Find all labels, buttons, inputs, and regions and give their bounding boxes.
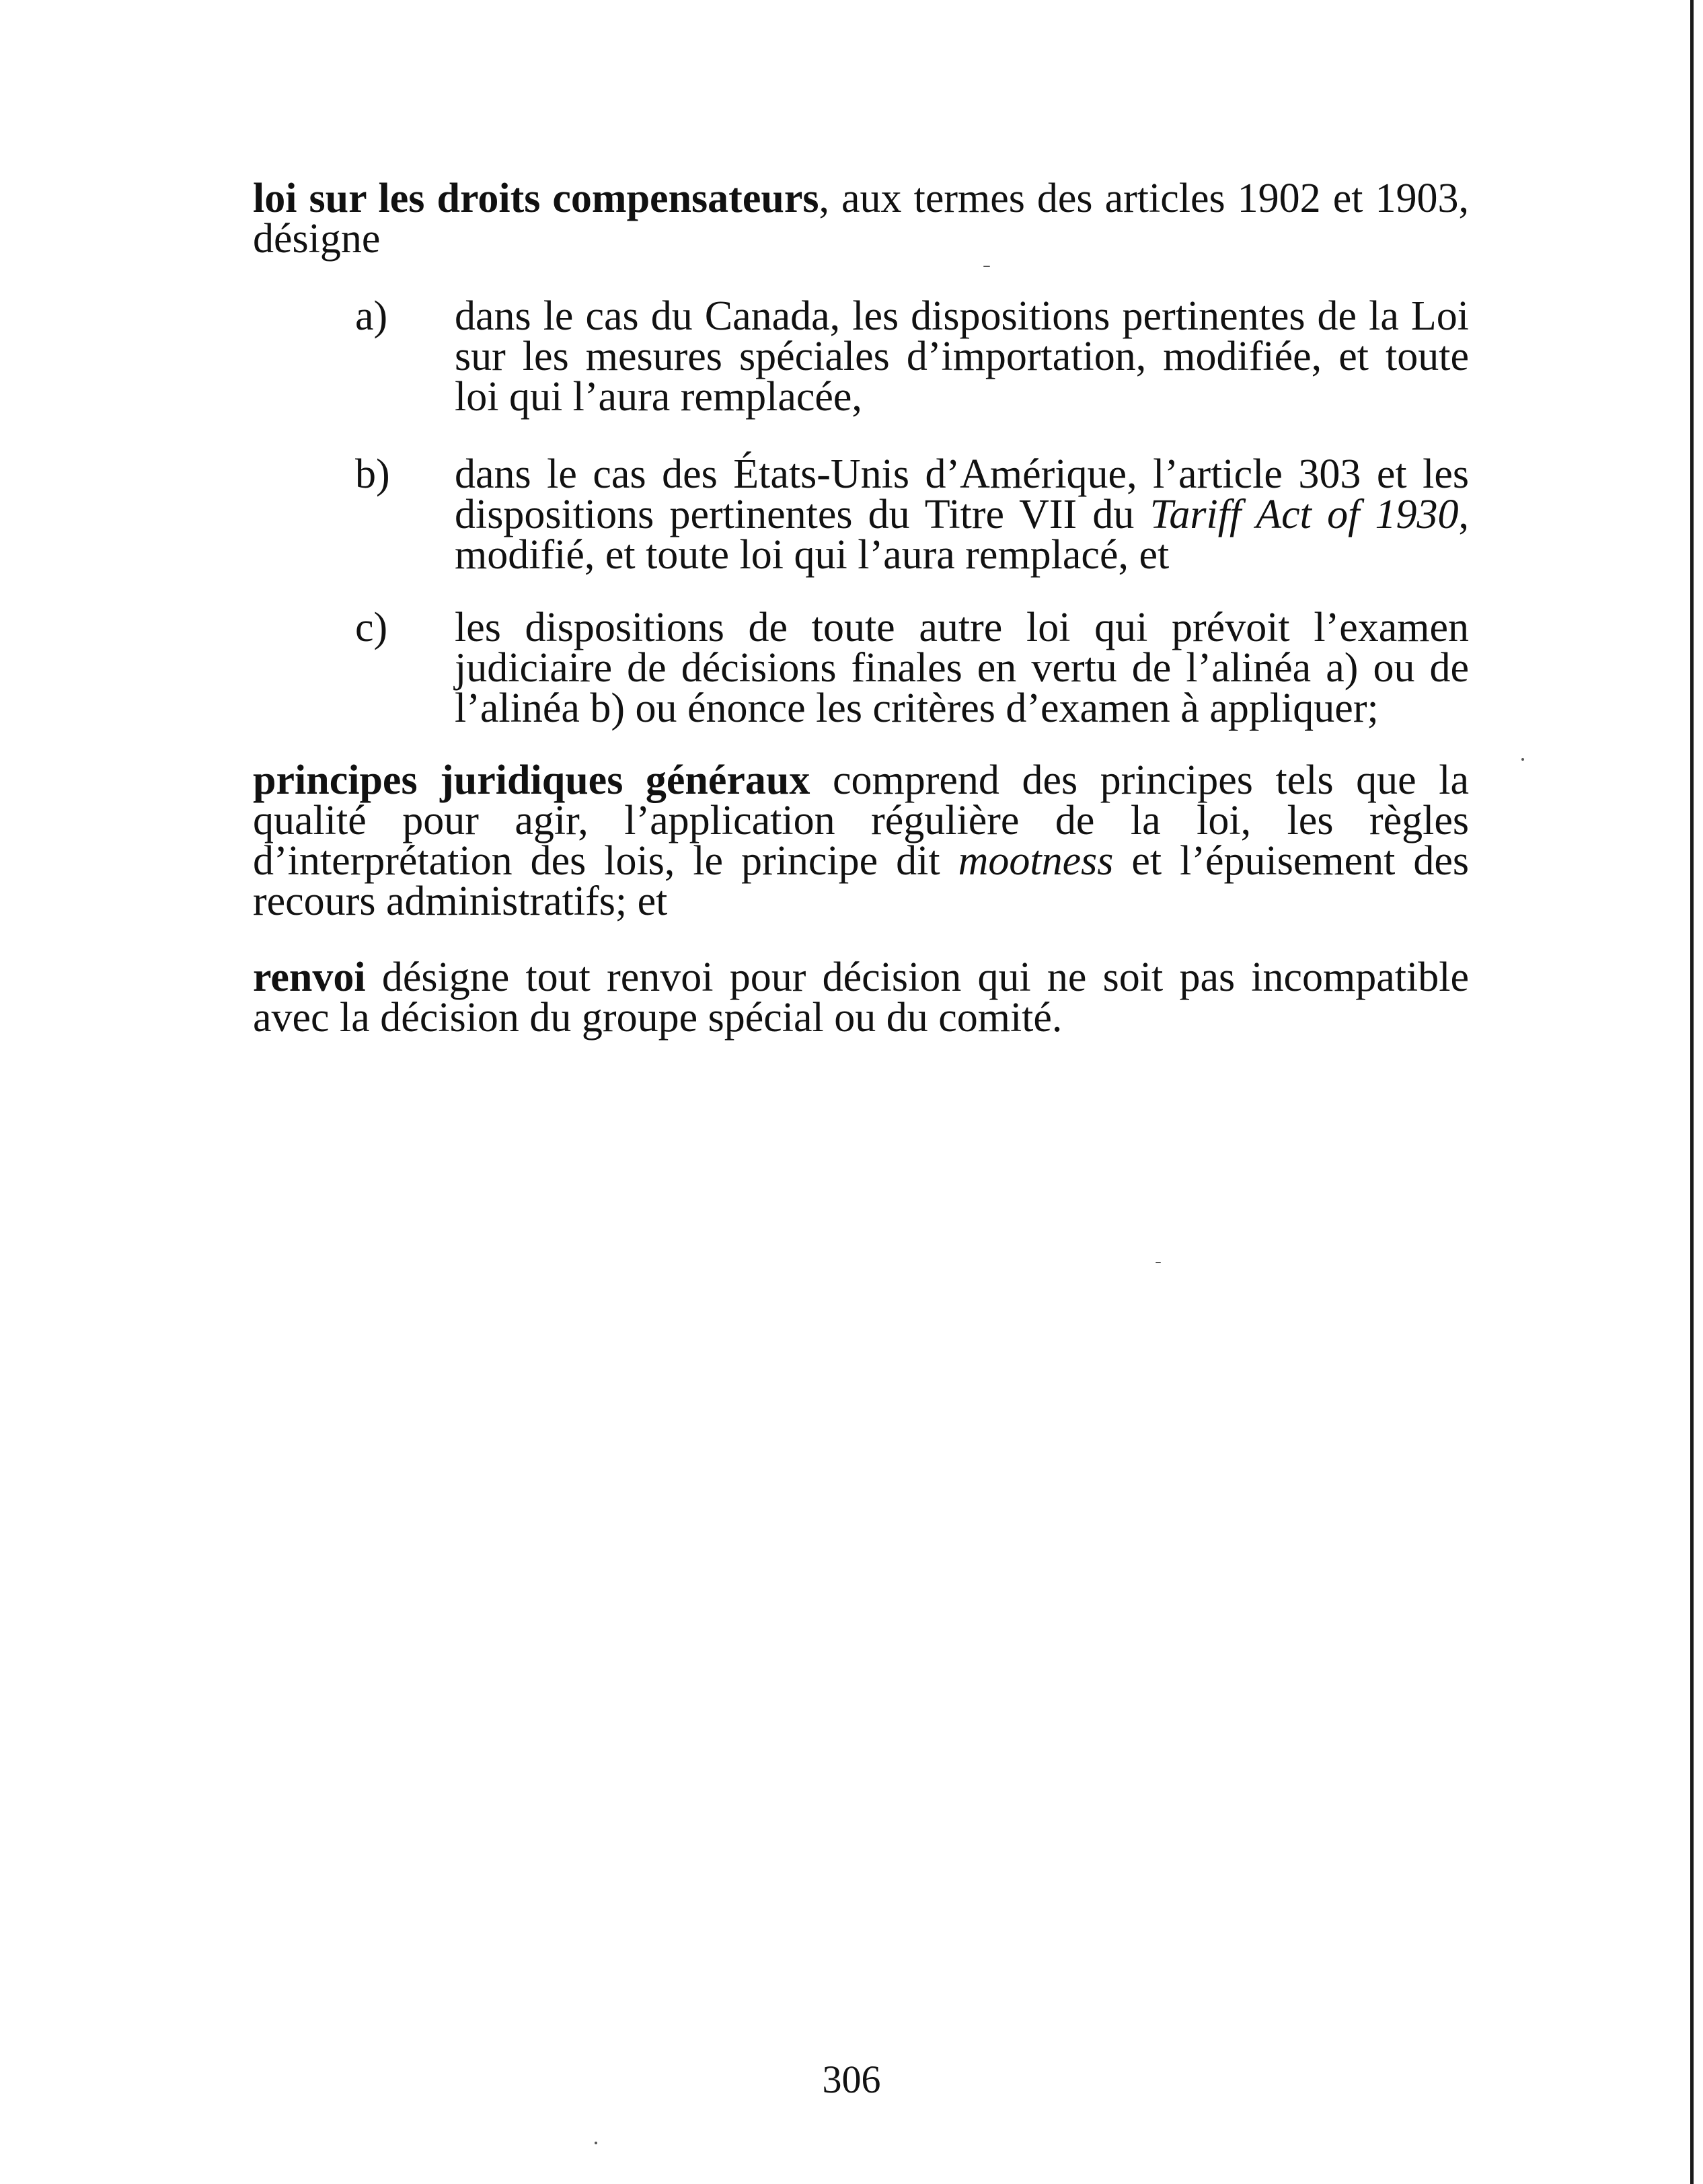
definition-loi-text: , aux termes des articles 1902 et 1903, désigne (253, 176, 1470, 262)
scan-speck (1521, 758, 1524, 761)
list-text-b-before: dans le cas des États-Unis d’Amérique, l’article 303 et les dispositions pertinentes du Titre VII du (455, 451, 1469, 537)
definition-renvoi (253, 954, 1469, 1041)
definition-renvoi-text: désigne tout renvoi pour décision qui ne soit pas incompatible avec la décision du groupe spécial ou du comité. (253, 954, 1469, 1041)
scan-speck (1156, 1262, 1161, 1263)
list-label-b: b) (355, 451, 390, 497)
definition-principes (253, 757, 1469, 924)
scan-speck (595, 2142, 597, 2144)
list-label-a: a) (355, 293, 388, 339)
list-text-b-italic: Tariff Act of 1930 (1149, 492, 1459, 537)
list-item-c (253, 607, 1469, 735)
definition-term-loi: loi sur les droits compensateurs (253, 176, 819, 221)
definition-term-principes: principes juridiques généraux (253, 757, 810, 803)
scan-speck (983, 266, 990, 267)
page-number: 306 (822, 2058, 881, 2101)
definition-term-renvoi: renvoi (253, 954, 366, 1000)
list-label-c: c) (355, 605, 388, 650)
definition-principes-italic: mootness (958, 838, 1114, 884)
list-text-c: les dispositions de toute autre loi qui prévoit l’examen judiciaire de décisions finales en vertu de l’alinéa a) ou de l’alinéa b) ou énonce les critères d’examen à appliquer; (455, 605, 1469, 731)
list-text-b-after: , modifié, et toute loi qui l’aura remplacé, et (455, 492, 1469, 578)
list-item-a (253, 293, 1469, 424)
definition-principes-before: comprend des principes tels que la qualité pour agir, l’application régulière de la loi, les règles d’interprétation des lois, le principe dit (253, 757, 1469, 884)
scan-edge-border (1690, 0, 1694, 2184)
list-text-a: dans le cas du Canada, les dispositions pertinentes de la Loi sur les mesures spéciales d’importation, modifiée, et toute loi qui l’aura remplacée, (455, 293, 1469, 420)
definition-loi-intro (253, 176, 1470, 262)
definition-principes-after: et l’épuisement des recours administratifs; et (253, 838, 1469, 924)
list-text-b (455, 451, 1469, 578)
list-item-b (253, 451, 1469, 582)
